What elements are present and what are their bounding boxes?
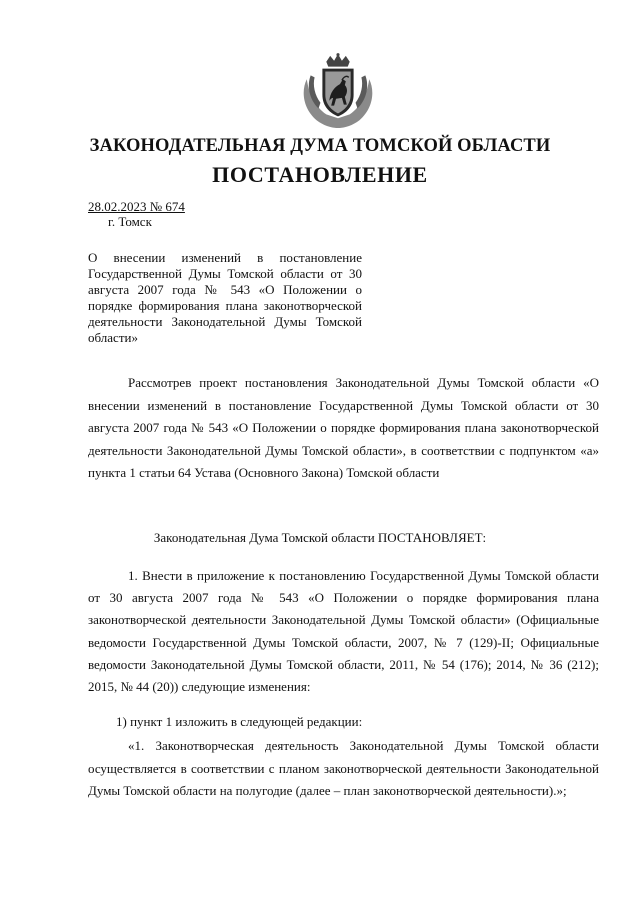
- document-date-number: 28.02.2023 № 674: [88, 199, 185, 214]
- document-city: г. Томск: [108, 214, 152, 229]
- preamble-paragraph: Рассмотрев проект постановления Законодательной Думы Томской области «О внесении изменений в постановление Государственной Думы Томской области от 30 августа 2007 года № 543 «О Положении о порядке формирования плана законотворческой деятельности Законодательной Думы Томской области», в соответствии с подпунктом «а» пункта 1 статьи 64 Устава (Основного Закона) Томской области: [88, 375, 599, 480]
- organization-name: ЗАКОНОДАТЕЛЬНАЯ ДУМА ТОМСКОЙ ОБЛАСТИ: [89, 136, 551, 156]
- decree-line: Законодательная Дума Томской области ПОСТАНОВЛЯЕТ:: [153, 530, 487, 545]
- quoted-text-paragraph: «1. Законотворческая деятельность Законодательной Думы Томской области осуществляется в соответствии с планом законотворческой деятельности Законодательной Думы Томской области на полугодие (далее – план законотворческой деятельности).»;: [88, 738, 599, 798]
- document-title: О внесении изменений в постановление Государственной Думы Томской области от 30 августа 2007 года № 543 «О Положении о порядке формирования плана законотворческой деятельности Законодательной Думы Томской области»: [88, 250, 362, 345]
- item-1-paragraph: 1. Внести в приложение к постановлению Государственной Думы Томской области от 30 августа 2007 года № 543 «О Положении о порядке формирования плана законотворческой деятельности Законодательной Думы Томской области» (Официальные ведомости Государственной Думы Томской области, 2007, № 7 (129)-II; Официальные ведомости Законодательной Думы Томской области, 2011, № 54 (176); 2014, № 36 (212); 2015, № 44 (20)) следующие изменения:: [88, 568, 599, 695]
- subitem-1-paragraph: 1) пункт 1 изложить в следующей редакции:: [116, 714, 363, 729]
- coat-of-arms-icon: [299, 52, 377, 130]
- document-type: ПОСТАНОВЛЕНИЕ: [212, 162, 428, 187]
